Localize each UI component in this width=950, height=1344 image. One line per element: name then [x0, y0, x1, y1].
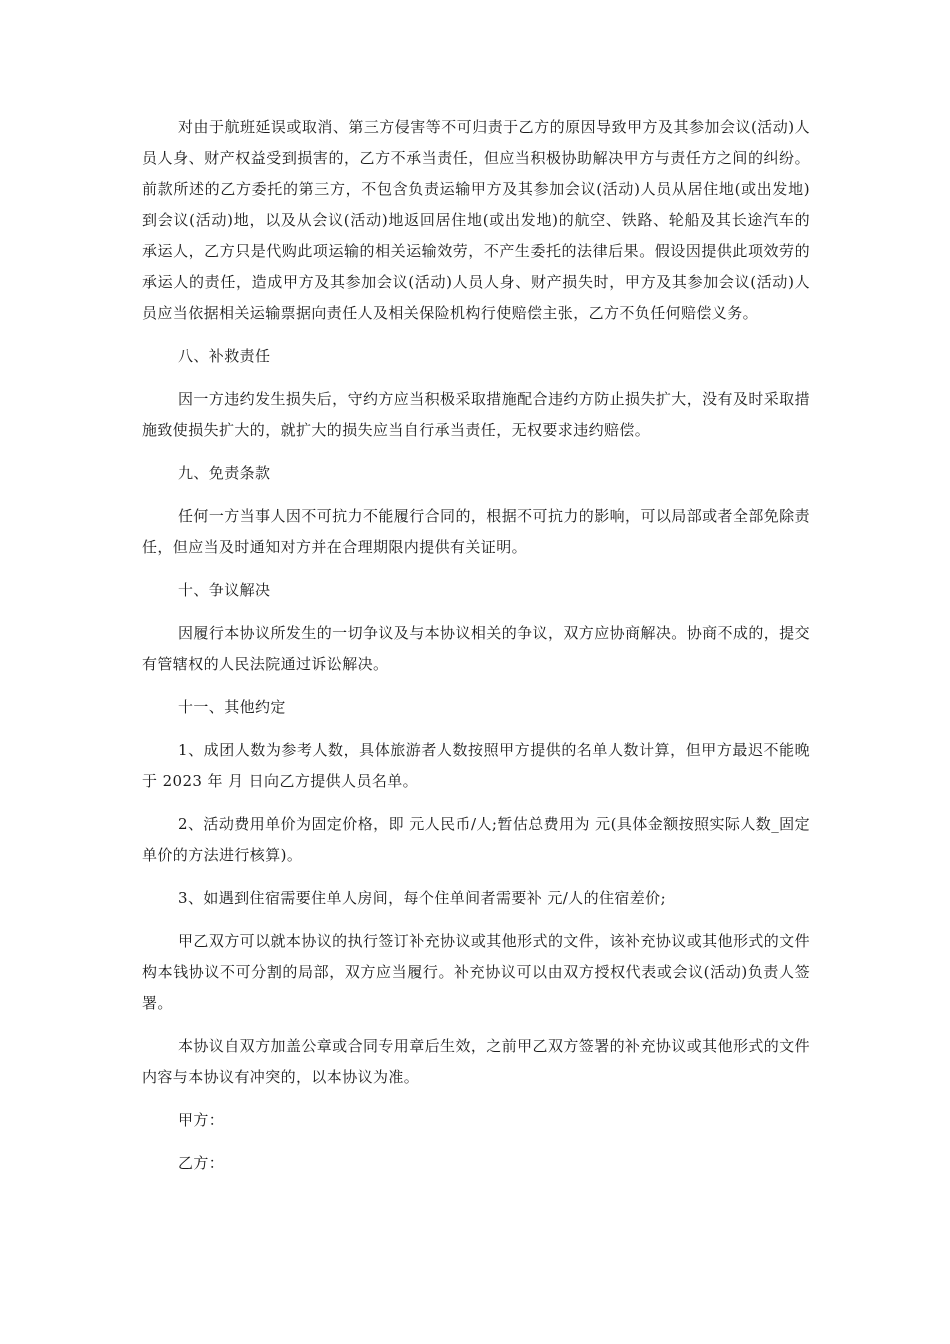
paragraph-other-2: 2、活动费用单价为固定价格，即 元人民币/人;暂估总费用为 元(具体金额按照实际人数_固定单价的方法进行核算)。	[142, 815, 810, 864]
document-body	[142, 112, 810, 1191]
paragraph-effective: 本协议自双方加盖公章或合同专用章后生效，之前甲乙双方签署的补充协议或其他形式的文件内容与本协议有冲突的，以本协议为准。	[142, 1037, 810, 1086]
paragraph-exemption: 任何一方当事人因不可抗力不能履行合同的，根据不可抗力的影响，可以局部或者全部免除责任，但应当及时通知对方并在合理期限内提供有关证明。	[142, 507, 810, 556]
party-b-signature-line: 乙方：	[178, 1154, 225, 1172]
section-heading-dispute: 十、争议解决	[178, 581, 271, 599]
paragraph-other-3: 3、如遇到住宿需要住单人房间，每个住单间者需要补 元/人的住宿差价;	[178, 889, 667, 907]
party-a-signature-line: 甲方：	[178, 1111, 225, 1129]
section-heading-other: 十一、其他约定	[178, 698, 286, 716]
paragraph-other-1: 1、成团人数为参考人数，具体旅游者人数按照甲方提供的名单人数计算，但甲方最迟不能晚于 2023 年 月 日向乙方提供人员名单。	[142, 741, 810, 790]
section-heading-remedy: 八、补救责任	[178, 347, 271, 365]
paragraph-supplement: 甲乙双方可以就本协议的执行签订补充协议或其他形式的文件，该补充协议或其他形式的文件构本钱协议不可分割的局部，双方应当履行。补充协议可以由双方授权代表或会议(活动)负责人签署。	[142, 932, 810, 1012]
section-heading-exemption: 九、免责条款	[178, 464, 271, 482]
paragraph-liability-third-party: 对由于航班延误或取消、第三方侵害等不可归责于乙方的原因导致甲方及其参加会议(活动)人员人身、财产权益受到损害的，乙方不承当责任，但应当积极协助解决甲方与责任方之间的纠纷。前款所述的乙方委托的第三方，不包含负责运输甲方及其参加会议(活动)人员从居住地(或出发地)到会议(活动)地，以及从会议(活动)地返回居住地(或出发地)的航空、铁路、轮船及其长途汽车的承运人，乙方只是代购此项运输的相关运输效劳，不产生委托的法律后果。假设因提供此项效劳的承运人的责任，造成甲方及其参加会议(活动)人员人身、财产损失时，甲方及其参加会议(活动)人员应当依据相关运输票据向责任人及相关保险机构行使赔偿主张，乙方不负任何赔偿义务。	[142, 118, 810, 322]
paragraph-dispute: 因履行本协议所发生的一切争议及与本协议相关的争议，双方应协商解决。协商不成的，提交有管辖权的人民法院通过诉讼解决。	[142, 624, 810, 673]
paragraph-remedy: 因一方违约发生损失后，守约方应当积极采取措施配合违约方防止损失扩大，没有及时采取措施致使损失扩大的，就扩大的损失应当自行承当责任，无权要求违约赔偿。	[142, 390, 810, 439]
